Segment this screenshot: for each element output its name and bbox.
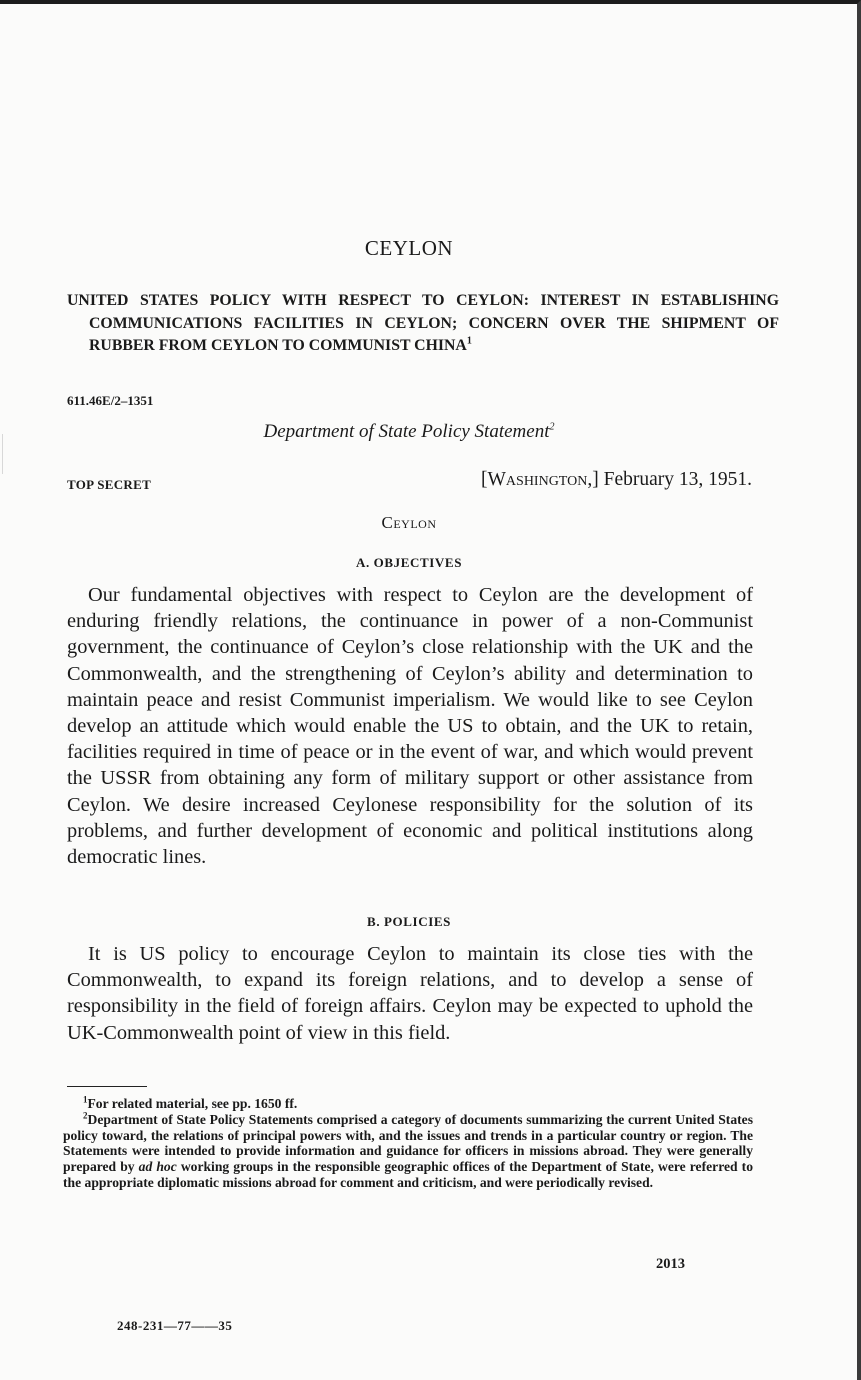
country-heading: CEYLON xyxy=(364,236,454,260)
footnote-2-ref: 2 xyxy=(83,1110,88,1121)
subheading-policies: B. POLICIES xyxy=(367,914,451,929)
dateline-place: Washington xyxy=(487,469,588,490)
footnotes xyxy=(63,1096,753,1191)
document-title xyxy=(67,290,779,358)
dateline-bracket-close: ,] xyxy=(587,469,599,490)
footnote-1 xyxy=(63,1096,753,1112)
dateline xyxy=(400,469,752,491)
footnote-2-text-italic: ad hoc xyxy=(138,1159,177,1175)
footnote-2-text-before: Department of State Policy Statements comprised a category of documents summarizing the current United States policy toward, the relations of principal powers with, and the issues and trends in a particular country or region. The Statements were intended to provide information and guidance for officers in missions abroad. They were generally prepared by xyxy=(63,1111,753,1175)
footnote-2 xyxy=(63,1112,753,1191)
classification-label: TOP SECRET xyxy=(67,477,152,492)
document-type xyxy=(0,421,818,443)
footnote-ref-2: 2 xyxy=(549,421,555,433)
footnote-2-text-after: working groups in the responsible geographic offices of the Department of State, were referred to the appropriate diplomatic missions abroad for comment and criticism, and were periodically revised. xyxy=(63,1159,753,1190)
dateline-bracket-open: [ xyxy=(481,469,488,490)
paragraph-objectives: Our fundamental objectives with respect to Ceylon are the development of enduring friendly relations, the continuance in power of a non-Communist government, the continuance of Ceylon’s close relationship with the UK and the Commonwealth, and the strengthening of Ceylon’s ability and determination to maintain peace and resist Communist imperialism. We would like to see Ceylon develop an attitude which would enable the US to obtain, and the UK to retain, facilities required in time of peace or in the event of war, and which would prevent the USSR from obtaining any form of military support or other assistance from Ceylon. We desire increased Ceylonese responsibility for the solution of its problems, and further development of economic and political institutions along democratic lines. xyxy=(67,584,753,869)
footnote-1-ref: 1 xyxy=(83,1094,88,1105)
footnote-1-text: For related material, see pp. 1650 ff. xyxy=(87,1096,298,1111)
subheading-objectives: A. OBJECTIVES xyxy=(355,555,463,570)
document-type-text: Department of State Policy Statement xyxy=(263,421,550,442)
page-number: 2013 xyxy=(656,1256,685,1272)
file-number: 611.46E/2–1351 xyxy=(67,393,154,408)
section-title: Ceylon xyxy=(381,513,437,532)
footnote-divider xyxy=(67,1086,147,1087)
dateline-date: February 13, 1951. xyxy=(603,469,752,490)
footnote-ref-1: 1 xyxy=(466,335,472,347)
document-title-text: UNITED STATES POLICY WITH RESPECT TO CEYLON: INTEREST IN ESTABLISHING COMMUNICATIONS FACILITIES IN CEYLON; CONCERN OVER THE SHIPMENT OF RUBBER FROM CEYLON TO COMMUNIST CHINA xyxy=(67,292,779,354)
print-code: 248-231—77——35 xyxy=(117,1318,233,1333)
paragraph-policies: It is US policy to encourage Ceylon to maintain its close ties with the Commonwealth, to expand its foreign relations, and to develop a sense of responsibility in the field of foreign affairs. Ceylon may be expected to uphold the UK-Commonwealth point of view in this field. xyxy=(67,943,753,1044)
